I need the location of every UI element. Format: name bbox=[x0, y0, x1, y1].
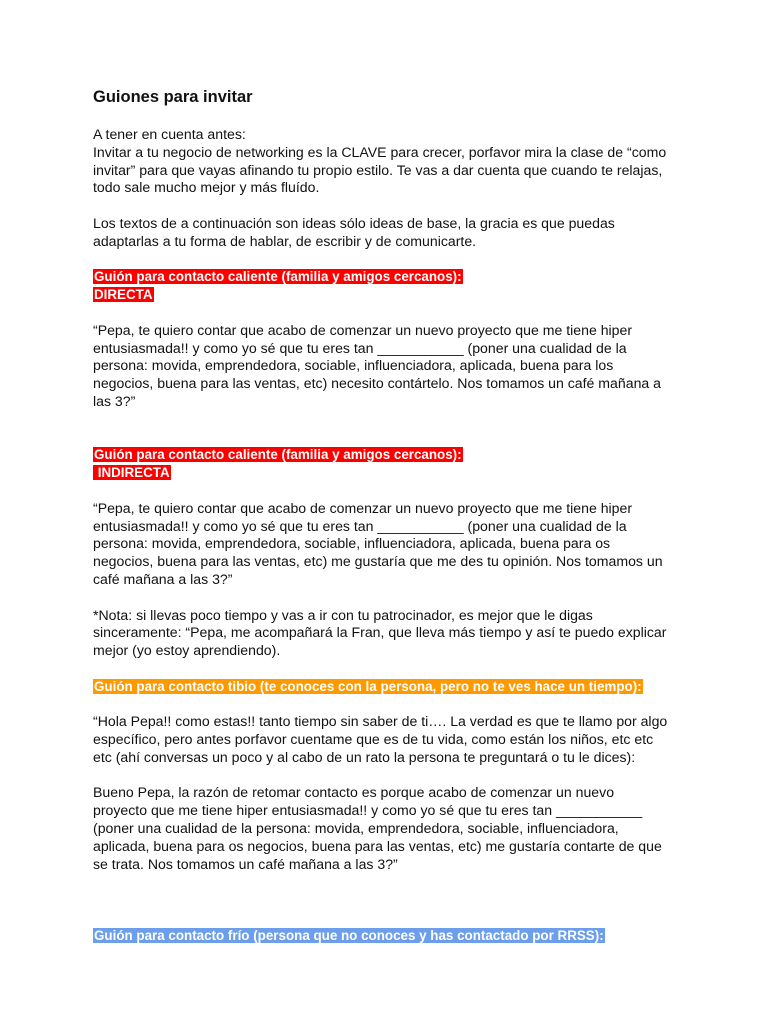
section2-heading: Guión para contacto caliente (familia y amigos cercanos): bbox=[94, 447, 462, 463]
section2-line: café mañana a las 3?” bbox=[93, 570, 233, 587]
section2-note-line: *Nota: si llevas poco tiempo y vas a ir con tu patrocinador, es mejor que le digas bbox=[93, 606, 593, 623]
document-page bbox=[93, 86, 683, 945]
section1-line: persona: movida, emprendedora, sociable, influenciadora, aplicada, buena para los bbox=[93, 357, 614, 374]
section3-line2: proyecto que me tiene hiper entusiasmada!! y como yo sé que tu eres tan ___________ bbox=[93, 802, 643, 819]
section3-line: “Hola Pepa!! como estas!! tanto tiempo sin saber de ti…. La verdad es que te llamo por algo bbox=[93, 713, 668, 730]
section3-line2: se trata. Nos tomamos un café mañana a las 3?” bbox=[93, 855, 398, 872]
section1-line: las 3?” bbox=[93, 392, 136, 409]
section2-note-line: mejor (yo estoy aprendiendo). bbox=[93, 642, 281, 659]
intro-line: invitar” para que vayas afinando tu propio estilo. Te vas a dar cuenta que cuando te relajas, bbox=[93, 161, 663, 178]
section1-line: “Pepa, te quiero contar que acabo de comenzar un nuevo proyecto que me tiene hiper bbox=[93, 321, 633, 338]
section1-heading: Guión para contacto caliente (familia y amigos cercanos): bbox=[94, 269, 462, 285]
section1-line: negocios, buena para las ventas, etc) necesito contártelo. Nos tomamos un café mañana a bbox=[93, 375, 661, 392]
intro-line: Invitar a tu negocio de networking es la CLAVE para crecer, porfavor mira la clase de “como bbox=[93, 143, 667, 160]
section3-line: etc (ahí conversas un poco y al cabo de un rato la persona te preguntará o tu le dices): bbox=[93, 748, 636, 765]
section3-line2: (poner una cualidad de la persona: movida, emprendedora, sociable, influenciadora, bbox=[93, 820, 619, 837]
section3-line2: aplicada, buena para os negocios, buena para las ventas, etc) me gustaría contarte de que bbox=[93, 837, 662, 854]
intro-heading: A tener en cuenta antes: bbox=[93, 126, 246, 142]
intro2-line: Los textos de a continuación son ideas sólo ideas de base, la gracia es que puedas bbox=[93, 214, 615, 231]
section2-line: negocios, buena para las ventas, etc) me gustaría que me des tu opinión. Nos tomamos un bbox=[93, 553, 663, 570]
document-title: Guiones para invitar bbox=[93, 88, 253, 106]
section1-subheading: DIRECTA bbox=[94, 287, 153, 303]
section2-note-line: sinceramente: “Pepa, me acompañará la Fran, que lleva más tiempo y así te puedo explicar bbox=[93, 624, 667, 641]
section2-line: persona: movida, emprendedora, sociable, influenciadora, aplicada, buena para os bbox=[93, 535, 611, 552]
intro-line: todo sale mucho mejor y más fluído. bbox=[93, 179, 320, 196]
section2-line: entusiasmada!! y como yo sé que tu eres tan ___________ (poner una cualidad de la bbox=[93, 517, 627, 534]
section2-subheading: INDIRECTA bbox=[94, 465, 170, 481]
section2-line: “Pepa, te quiero contar que acabo de comenzar un nuevo proyecto que me tiene hiper bbox=[93, 499, 633, 516]
section1-line: entusiasmada!! y como yo sé que tu eres tan ___________ (poner una cualidad de la bbox=[93, 339, 627, 356]
section3-heading: Guión para contacto tibio (te conoces con la persona, pero no te ves hace un tiempo): bbox=[94, 678, 642, 694]
section3-line: específico, pero antes porfavor cuentame que es de tu vida, como están los niños, etc etc bbox=[93, 731, 654, 748]
intro2-line: adaptarlas a tu forma de hablar, de escribir y de comunicarte. bbox=[93, 232, 477, 249]
section4-heading: Guión para contacto frío (persona que no conoces y has contactado por RRSS): bbox=[94, 927, 604, 943]
section3-line2: Bueno Pepa, la razón de retomar contacto es porque acabo de comenzar un nuevo bbox=[93, 784, 615, 801]
